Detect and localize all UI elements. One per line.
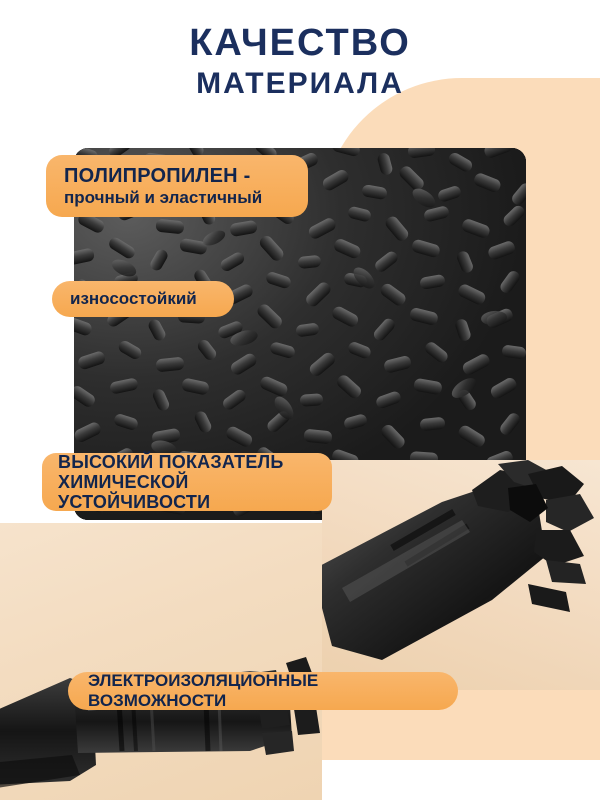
part-right-image [322,460,600,690]
label-chemical-line-1: ВЫСОКИЙ ПОКАЗАТЕЛЬ [58,451,284,472]
part-left-image [0,523,322,800]
label-wear-resistant-text: износостойкий [70,289,197,308]
label-chemical-resistance [42,453,332,511]
page-title-line-1: КАЧЕСТВО [189,22,411,64]
label-electrical-insulation [68,672,458,710]
page-title [0,22,600,100]
label-wear-resistant [52,281,234,317]
label-polypropylene-title: ПОЛИПРОПИЛЕН - [64,164,251,187]
label-chemical-line-2: ХИМИЧЕСКОЙ УСТОЙЧИВОСТИ [58,471,211,513]
page-title-line-2: МАТЕРИАЛА [196,66,404,100]
label-polypropylene-subtitle: прочный и эластичный [64,188,263,208]
label-polypropylene [46,155,308,217]
part-left-drawing [0,523,322,800]
part-right-drawing [322,460,600,690]
label-electrical-insulation-text: ЭЛЕКТРОИЗОЛЯЦИОННЫЕ ВОЗМОЖНОСТИ [88,671,319,710]
